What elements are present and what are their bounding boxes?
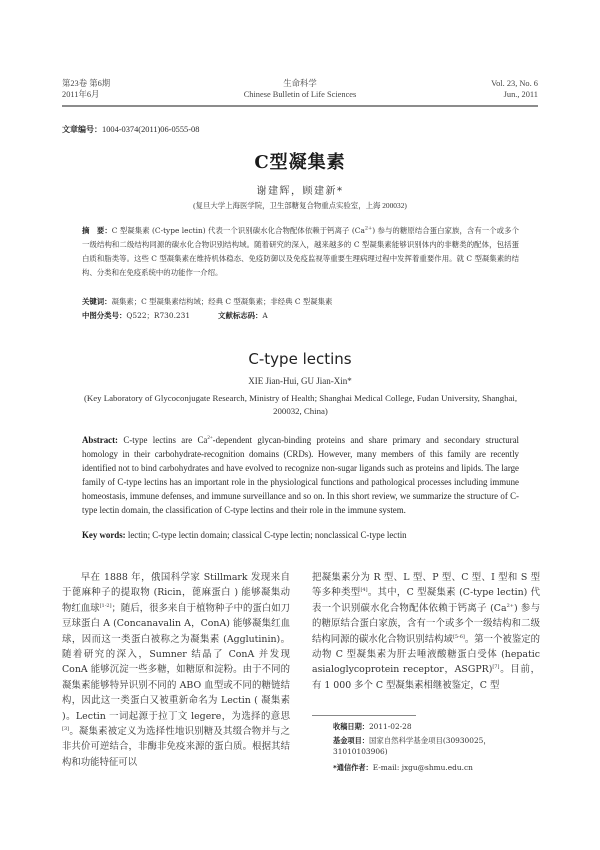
abstract-cn <box>82 224 519 280</box>
fund-value: 国家自然科学基金项目(30930025，31010103906) <box>333 736 491 756</box>
citation-ref: [5-6] <box>452 633 465 640</box>
journal-name-en: Chinese Bulletin of Life Sciences <box>243 90 357 99</box>
body-text: 。其中，C 型凝集素 (C-type lectin) 代表一个识别碳水化合物配体依赖于钙离子 (Ca <box>312 587 540 614</box>
superscript: 2+ <box>364 225 373 232</box>
header-date-cn: 2011年6月 <box>62 90 100 99</box>
title-cn: C型凝集素 <box>254 152 346 173</box>
title-en: C-type lectins <box>248 350 352 368</box>
superscript: 2+ <box>506 602 514 609</box>
footnote-fund <box>333 735 538 757</box>
abstract-cn-text: ) 参与的糖原结合蛋白家族，含有一个或多个一级结构和二级结构同源的碳水化合物识别结构域。随着研究的深入，越来越多的 C 型凝集素能够识别体内的非糖类的配体，包括蛋白质和脂类等。这些 C 型凝集素在维持机体稳态、免疫防御以及免疫监视等重要生理病理过程中发挥着重要作用。就 C 型凝集素的结构、分类和在免疫系统中的功能作一介绍。 <box>82 226 519 277</box>
running-header <box>62 78 538 106</box>
abstract-en-text: C-type lectins are Ca <box>117 435 208 445</box>
keywords-en-text: lectin; C-type lectin domain; classical C-type lectin; nonclassical C-type lectin <box>125 530 407 540</box>
abstract-cn-text: C 型凝集素 (C-type lectin) 代表一个识别碳水化合物配体依赖于钙离子 (Ca <box>111 226 365 235</box>
body-text: 把凝集素分为 R 型、L 型、P 型、C 型、I 型和 S 型等多种类型 <box>312 572 540 599</box>
citation-ref: [4] <box>360 587 368 594</box>
keywords-en-label: Key words: <box>82 530 126 540</box>
header-volume: 第23卷 第6期 <box>62 79 111 88</box>
superscript: 2+ <box>207 436 213 442</box>
citation-ref: [3] <box>62 725 70 732</box>
received-date: 2011-02-28 <box>368 722 412 731</box>
keywords-cn-label: 关键词： <box>82 297 112 306</box>
authors-en: XIE Jian-Hui, GU Jian-Xin* <box>248 376 352 386</box>
header-journal <box>62 78 538 100</box>
body-text: ) 参与的糖原结合蛋白家族，含有一个或多个一级结构和二级结构同源的碳水化合物识别结构域 <box>312 602 540 645</box>
keywords-cn-text: 凝集素；C 型凝集素结构域；经典 C 型凝集素；非经典 C 型凝集素 <box>111 297 333 306</box>
body-text: ；随后，很多来自于植物种子中的蛋白如刀豆球蛋白 A (Concanavalin A，ConA) 能够凝集红血球，因而这一类蛋白被称之为凝集素 (Agglutinin)。随着研究的深入，Sumner 结晶了 ConA 并发现 ConA 能够沉淀一些多糖，如糖原和淀粉。由于不同的凝集素能够特异识别不同的 ABO 血型或不同的糖链结构，因此这一类蛋白又被重新命名为 Lectin ( 凝集素 )。Lectin 一词起源于拉丁文 legere，为选择的意思 <box>62 602 290 722</box>
header-date-en: Jun., 2011 <box>503 90 538 99</box>
citation-ref: [7] <box>492 664 500 671</box>
body-text: 早在 1888 年，俄国科学家 Stillmark 发现来自于蓖麻种子的提取物 (Ricin，蓖麻蛋白 ) 能够凝集动物红血球 <box>62 572 290 614</box>
body-column-right <box>312 570 540 693</box>
article-number <box>62 124 199 135</box>
body-text: 。凝集素被定义为选择性地识别糖及其缀合物并与之非共价可逆结合，非酶非免疫来源的蛋白质。根据其结构和功能特征可以 <box>62 726 290 768</box>
body-column-left <box>62 570 290 770</box>
doc-code-label: 文献标志码： <box>218 311 263 320</box>
classification-value: Q522；R730.231 <box>126 311 191 320</box>
keywords-en <box>82 530 407 540</box>
received-label: 收稿日期： <box>333 722 369 731</box>
classification-label: 中图分类号： <box>82 311 127 320</box>
article-number-label: 文章编号： <box>62 125 102 134</box>
header-rule <box>62 105 538 107</box>
footnote-corresponding <box>333 762 473 773</box>
affiliation-cn: (复旦大学上海医学院，卫生部糖复合物重点实验室，上海 200032) <box>193 201 407 210</box>
header-volume-info-en <box>491 78 538 100</box>
corresponding-label: *通信作者： <box>333 763 373 772</box>
abstract-en-text: -dependent glycan-binding proteins and share primary and secondary structural homology in their carbohydrate-recognition domains (CRDs). However, many members of this family are recently identified not to bind carbohydrates and have evolved to recognize non-sugar ligands such as proteins and lipids. The large family of C-type lectins has an important role in the physiological functions and pathological processes including immune homeostasis, immune defenses, and immune surveillance and so on. In this short review, we summarize the structure of C-type lectin domain, the classification of C-type lectins and their role in the immune system. <box>82 435 519 516</box>
corresponding-email[interactable]: E-mail: jxgu@shmu.edu.cn <box>372 763 473 772</box>
body-text: 。目前，有 1 000 多个 C 型凝集素相继被鉴定，C 型 <box>312 664 540 691</box>
body-text: 。第一个被鉴定的动物 C 型凝集素为肝去唾液酸糖蛋白受体 (hepatic asialoglycoprotein receptor，ASGPR) <box>312 633 540 676</box>
journal-name-cn: 生命科学 <box>283 79 317 88</box>
abstract-en <box>82 433 519 518</box>
fund-label: 基金项目： <box>333 736 369 745</box>
abstract-en-label: Abstract: <box>82 435 118 445</box>
doc-code-value: A <box>262 311 268 320</box>
keywords-cn <box>82 296 332 307</box>
authors-cn: 谢建辉，顾建新* <box>256 186 344 197</box>
abstract-cn-label: 摘 要： <box>82 226 112 235</box>
classification-cn <box>82 310 268 321</box>
citation-ref: [1-2] <box>99 602 112 609</box>
header-volume-en: Vol. 23, No. 6 <box>491 79 538 88</box>
article-number-value: 1004-0374(2011)06-0555-08 <box>102 125 200 134</box>
affiliation-en: (Key Laboratory of Glycoconjugate Research, Ministry of Health; Shanghai Medical College, Fudan University, Shanghai, 200032, China) <box>83 393 518 416</box>
footnote-rule <box>312 715 416 716</box>
footnote-received <box>333 721 412 732</box>
